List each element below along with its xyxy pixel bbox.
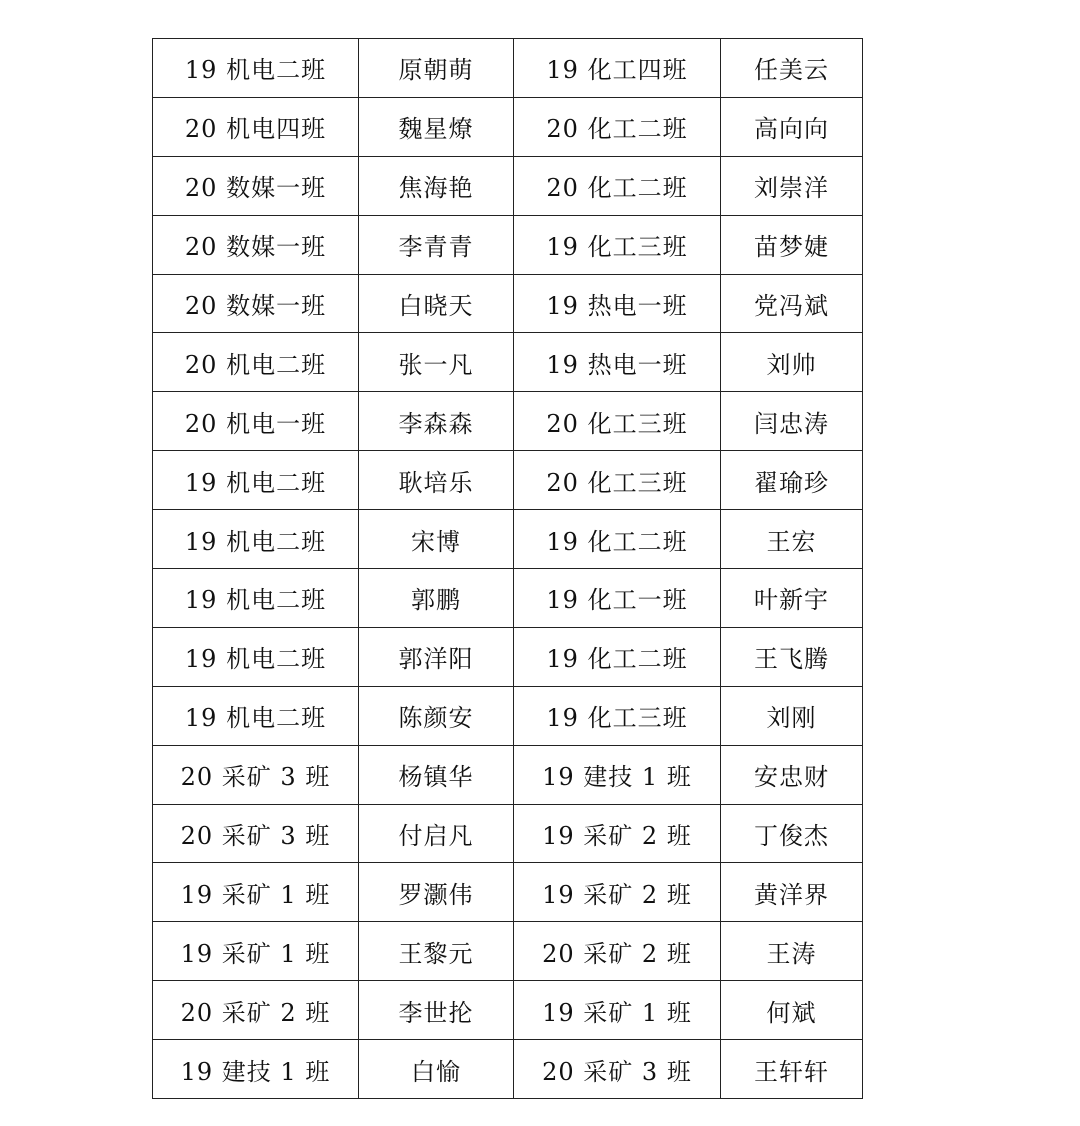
table-row [153,333,863,392]
class-cell: 20 机电四班 [153,97,359,156]
name-cell: 闫忠涛 [721,392,863,451]
name-cell: 耿培乐 [359,451,514,510]
class-cell: 19 化工一班 [514,569,721,628]
table-row [153,510,863,569]
class-cell: 20 数媒一班 [153,156,359,215]
table-row [153,97,863,156]
roster-table [152,38,863,1099]
table-row [153,569,863,628]
class-cell: 19 采矿 1 班 [153,863,359,922]
class-cell: 20 采矿 2 班 [153,981,359,1040]
name-cell: 白晓天 [359,274,514,333]
name-cell: 叶新宇 [721,569,863,628]
class-cell: 19 机电二班 [153,510,359,569]
class-cell: 20 机电二班 [153,333,359,392]
table-row [153,804,863,863]
name-cell: 王黎元 [359,922,514,981]
table-row [153,863,863,922]
table-row [153,686,863,745]
table-row [153,1040,863,1099]
class-cell: 19 机电二班 [153,686,359,745]
name-cell: 魏星燎 [359,97,514,156]
class-cell: 20 化工三班 [514,451,721,510]
class-cell: 19 机电二班 [153,569,359,628]
name-cell: 郭洋阳 [359,627,514,686]
name-cell: 安忠财 [721,745,863,804]
class-cell: 20 采矿 2 班 [514,922,721,981]
class-cell: 19 采矿 2 班 [514,804,721,863]
class-cell: 19 热电一班 [514,333,721,392]
name-cell: 王宏 [721,510,863,569]
name-cell: 党冯斌 [721,274,863,333]
name-cell: 原朝萌 [359,39,514,98]
name-cell: 陈颜安 [359,686,514,745]
table-row [153,922,863,981]
table-row [153,274,863,333]
name-cell: 杨镇华 [359,745,514,804]
name-cell: 丁俊杰 [721,804,863,863]
table-row [153,392,863,451]
table-row [153,39,863,98]
name-cell: 焦海艳 [359,156,514,215]
class-cell: 19 化工四班 [514,39,721,98]
name-cell: 刘刚 [721,686,863,745]
class-cell: 19 采矿 1 班 [153,922,359,981]
name-cell: 王轩轩 [721,1040,863,1099]
name-cell: 王涛 [721,922,863,981]
name-cell: 付启凡 [359,804,514,863]
class-cell: 19 机电二班 [153,451,359,510]
name-cell: 罗灏伟 [359,863,514,922]
name-cell: 刘崇洋 [721,156,863,215]
name-cell: 翟瑜珍 [721,451,863,510]
name-cell: 宋博 [359,510,514,569]
class-cell: 19 化工二班 [514,510,721,569]
class-cell: 20 数媒一班 [153,215,359,274]
class-cell: 19 热电一班 [514,274,721,333]
table-row [153,156,863,215]
class-cell: 20 采矿 3 班 [153,745,359,804]
name-cell: 苗梦婕 [721,215,863,274]
class-cell: 19 采矿 2 班 [514,863,721,922]
name-cell: 郭鹏 [359,569,514,628]
class-cell: 19 化工三班 [514,215,721,274]
name-cell: 李世抡 [359,981,514,1040]
table-row [153,745,863,804]
table-row [153,215,863,274]
class-cell: 19 化工三班 [514,686,721,745]
class-cell: 19 采矿 1 班 [514,981,721,1040]
table-row [153,981,863,1040]
table-row [153,451,863,510]
name-cell: 王飞腾 [721,627,863,686]
name-cell: 高向向 [721,97,863,156]
class-cell: 20 采矿 3 班 [514,1040,721,1099]
class-cell: 20 采矿 3 班 [153,804,359,863]
class-cell: 20 化工二班 [514,97,721,156]
class-cell: 19 化工二班 [514,627,721,686]
name-cell: 张一凡 [359,333,514,392]
class-cell: 19 机电二班 [153,627,359,686]
class-cell: 20 数媒一班 [153,274,359,333]
class-cell: 19 建技 1 班 [153,1040,359,1099]
class-cell: 20 机电一班 [153,392,359,451]
roster-body [153,39,863,1099]
class-cell: 20 化工二班 [514,156,721,215]
class-cell: 19 机电二班 [153,39,359,98]
class-cell: 20 化工三班 [514,392,721,451]
name-cell: 刘帅 [721,333,863,392]
class-cell: 19 建技 1 班 [514,745,721,804]
name-cell: 李青青 [359,215,514,274]
name-cell: 何斌 [721,981,863,1040]
table-row [153,627,863,686]
name-cell: 李森森 [359,392,514,451]
name-cell: 任美云 [721,39,863,98]
name-cell: 黄洋界 [721,863,863,922]
name-cell: 白愉 [359,1040,514,1099]
